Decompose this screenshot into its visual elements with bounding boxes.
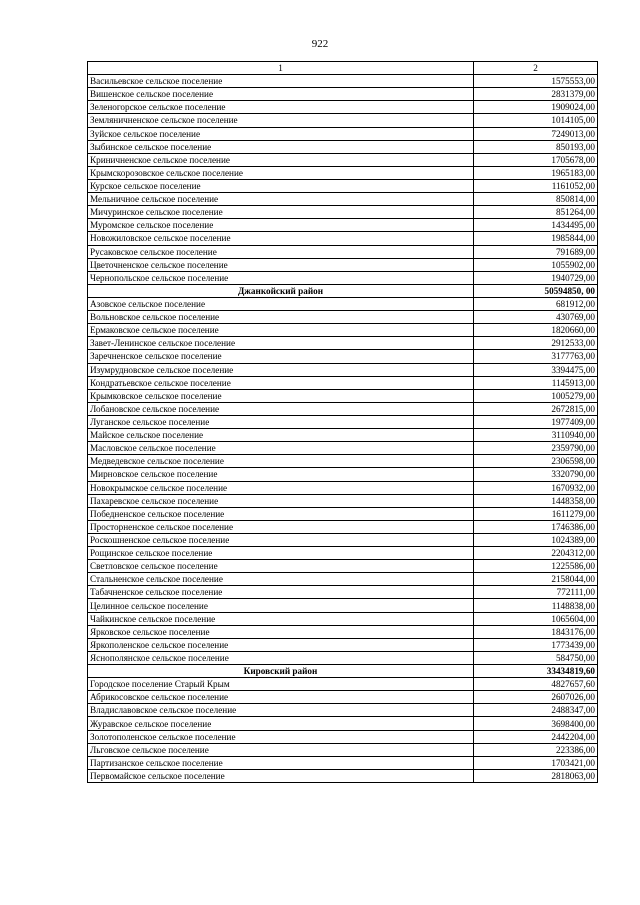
table-row — [88, 127, 598, 140]
table-row — [88, 297, 598, 310]
settlement-amount: 850193,00 — [474, 140, 598, 153]
table-row — [88, 507, 598, 520]
settlement-amount: 2607026,00 — [474, 691, 598, 704]
settlement-amount: 1705678,00 — [474, 153, 598, 166]
district-total-row — [88, 284, 598, 297]
settlement-amount: 2442204,00 — [474, 730, 598, 743]
table-row — [88, 533, 598, 546]
settlement-name: Абрикосовское сельское поселение — [88, 691, 474, 704]
settlement-name: Крымковское сельское поселение — [88, 389, 474, 402]
table-row — [88, 494, 598, 507]
column-header-1: 1 — [88, 62, 474, 75]
page-number: 922 — [311, 38, 329, 50]
table-row — [88, 193, 598, 206]
district-name: Кировский район — [88, 665, 474, 678]
settlement-amount: 1965183,00 — [474, 166, 598, 179]
settlement-amount: 2672815,00 — [474, 402, 598, 415]
settlement-amount: 1985844,00 — [474, 232, 598, 245]
settlement-amount: 681912,00 — [474, 297, 598, 310]
table-row — [88, 219, 598, 232]
settlement-amount: 1773439,00 — [474, 638, 598, 651]
settlement-name: Изумрудновское сельское поселение — [88, 363, 474, 376]
settlement-name: Стальненское сельское поселение — [88, 573, 474, 586]
budget-allocation-table — [87, 61, 598, 783]
settlement-name: Целинное сельское поселение — [88, 599, 474, 612]
settlement-amount: 1055902,00 — [474, 258, 598, 271]
table-row — [88, 415, 598, 428]
settlement-amount: 1820660,00 — [474, 324, 598, 337]
settlement-amount: 1909024,00 — [474, 101, 598, 114]
settlement-amount: 1024389,00 — [474, 533, 598, 546]
settlement-name: Медведевское сельское поселение — [88, 455, 474, 468]
settlement-amount: 850814,00 — [474, 193, 598, 206]
table-row — [88, 402, 598, 415]
settlement-amount: 1225586,00 — [474, 560, 598, 573]
settlement-amount: 2912533,00 — [474, 337, 598, 350]
table-row — [88, 114, 598, 127]
settlement-amount: 430769,00 — [474, 311, 598, 324]
settlement-name: Ярковское сельское поселение — [88, 625, 474, 638]
table-row — [88, 88, 598, 101]
table-row — [88, 245, 598, 258]
settlement-name: Мирновское сельское поселение — [88, 468, 474, 481]
settlement-name: Цветочненское сельское поселение — [88, 258, 474, 271]
table-row — [88, 140, 598, 153]
table-row — [88, 337, 598, 350]
settlement-amount: 2204312,00 — [474, 547, 598, 560]
settlement-name: Чернопольское сельское поселение — [88, 271, 474, 284]
table-row — [88, 730, 598, 743]
settlement-name: Масловское сельское поселение — [88, 442, 474, 455]
table-row — [88, 547, 598, 560]
settlement-name: Русаковское сельское поселение — [88, 245, 474, 258]
settlement-amount: 7249013,00 — [474, 127, 598, 140]
settlement-amount: 3110940,00 — [474, 429, 598, 442]
settlement-amount: 772111,00 — [474, 586, 598, 599]
settlement-amount: 1065604,00 — [474, 612, 598, 625]
table-row — [88, 520, 598, 533]
settlement-name: Пахаревское сельское поселение — [88, 494, 474, 507]
table-row — [88, 612, 598, 625]
settlement-amount: 3698400,00 — [474, 717, 598, 730]
table-row — [88, 429, 598, 442]
settlement-amount: 2306598,00 — [474, 455, 598, 468]
table-row — [88, 651, 598, 664]
settlement-name: Ермаковское сельское поселение — [88, 324, 474, 337]
settlement-name: Земляничненское сельское поселение — [88, 114, 474, 127]
table-row — [88, 75, 598, 88]
settlement-amount: 584750,00 — [474, 651, 598, 664]
table-row — [88, 481, 598, 494]
settlement-amount: 851264,00 — [474, 206, 598, 219]
table-row — [88, 101, 598, 114]
settlement-name: Мельничное сельское поселение — [88, 193, 474, 206]
settlement-amount: 3320790,00 — [474, 468, 598, 481]
settlement-name: Городское поселение Старый Крым — [88, 678, 474, 691]
table-row — [88, 442, 598, 455]
table-row — [88, 232, 598, 245]
table-row — [88, 756, 598, 769]
settlement-name: Журавское сельское поселение — [88, 717, 474, 730]
table-row — [88, 769, 598, 782]
table-row — [88, 743, 598, 756]
settlement-name: Азовское сельское поселение — [88, 297, 474, 310]
settlement-name: Золотополенское сельское поселение — [88, 730, 474, 743]
settlement-name: Партизанское сельское поселение — [88, 756, 474, 769]
settlement-amount: 2158044,00 — [474, 573, 598, 586]
settlement-name: Зуйское сельское поселение — [88, 127, 474, 140]
table-row — [88, 691, 598, 704]
settlement-amount: 1161052,00 — [474, 179, 598, 192]
settlement-name: Чайкинское сельское поселение — [88, 612, 474, 625]
table-body — [88, 62, 598, 783]
settlement-name: Табачненское сельское поселение — [88, 586, 474, 599]
settlement-name: Владиславовское сельское поселение — [88, 704, 474, 717]
settlement-name: Заречненское сельское поселение — [88, 350, 474, 363]
table-row — [88, 638, 598, 651]
table-header-row — [88, 62, 598, 75]
table-row — [88, 311, 598, 324]
settlement-amount: 3177763,00 — [474, 350, 598, 363]
settlement-name: Муромское сельское поселение — [88, 219, 474, 232]
district-total-amount: 33434819,60 — [474, 665, 598, 678]
settlement-name: Кондратьевское сельское поселение — [88, 376, 474, 389]
table-row — [88, 717, 598, 730]
settlement-amount: 2359790,00 — [474, 442, 598, 455]
settlement-amount: 1448358,00 — [474, 494, 598, 507]
settlement-amount: 1670932,00 — [474, 481, 598, 494]
settlement-name: Зеленогорское сельское поселение — [88, 101, 474, 114]
settlement-name: Рощинское сельское поселение — [88, 547, 474, 560]
settlement-amount: 1434495,00 — [474, 219, 598, 232]
settlement-amount: 3394475,00 — [474, 363, 598, 376]
table-row — [88, 573, 598, 586]
settlement-name: Светловское сельское поселение — [88, 560, 474, 573]
settlement-amount: 1145913,00 — [474, 376, 598, 389]
settlement-name: Лобановское сельское поселение — [88, 402, 474, 415]
table-row — [88, 271, 598, 284]
table-row — [88, 206, 598, 219]
district-total-row — [88, 665, 598, 678]
settlement-amount: 1005279,00 — [474, 389, 598, 402]
settlement-amount: 1977409,00 — [474, 415, 598, 428]
settlement-name: Роскошненское сельское поселение — [88, 533, 474, 546]
settlement-name: Луганское сельское поселение — [88, 415, 474, 428]
settlement-name: Крымскорозовское сельское поселение — [88, 166, 474, 179]
table-row — [88, 389, 598, 402]
settlement-name: Яснополянское сельское поселение — [88, 651, 474, 664]
settlement-name: Льговское сельское поселение — [88, 743, 474, 756]
settlement-amount: 1843176,00 — [474, 625, 598, 638]
settlement-name: Вольновское сельское поселение — [88, 311, 474, 324]
table-row — [88, 455, 598, 468]
settlement-name: Мичуринское сельское поселение — [88, 206, 474, 219]
column-header-2: 2 — [474, 62, 598, 75]
table-row — [88, 468, 598, 481]
table-row — [88, 625, 598, 638]
settlement-amount: 1148838,00 — [474, 599, 598, 612]
settlement-amount: 1611279,00 — [474, 507, 598, 520]
settlement-name: Вишенское сельское поселение — [88, 88, 474, 101]
table-row — [88, 704, 598, 717]
district-total-amount: 50594850, 00 — [474, 284, 598, 297]
district-name: Джанкойский район — [88, 284, 474, 297]
settlement-amount: 2818063,00 — [474, 769, 598, 782]
settlement-name: Курское сельское поселение — [88, 179, 474, 192]
table-row — [88, 166, 598, 179]
table-row — [88, 599, 598, 612]
table-row — [88, 179, 598, 192]
table-row — [88, 324, 598, 337]
settlement-name: Завет-Ленинское сельское поселение — [88, 337, 474, 350]
settlement-name: Первомайское сельское поселение — [88, 769, 474, 782]
table-row — [88, 678, 598, 691]
table-row — [88, 363, 598, 376]
settlement-amount: 2488347,00 — [474, 704, 598, 717]
table-row — [88, 153, 598, 166]
settlement-name: Новокрымское сельское поселение — [88, 481, 474, 494]
settlement-amount: 791689,00 — [474, 245, 598, 258]
settlement-name: Майское сельское поселение — [88, 429, 474, 442]
table-row — [88, 376, 598, 389]
settlement-name: Васильевское сельское поселение — [88, 75, 474, 88]
settlement-name: Новожиловское сельское поселение — [88, 232, 474, 245]
settlement-name: Яркополенское сельское поселение — [88, 638, 474, 651]
settlement-amount: 2831379,00 — [474, 88, 598, 101]
table-row — [88, 350, 598, 363]
settlement-amount: 1575553,00 — [474, 75, 598, 88]
settlement-name: Криничненское сельское поселение — [88, 153, 474, 166]
table-row — [88, 560, 598, 573]
settlement-amount: 1940729,00 — [474, 271, 598, 284]
settlement-amount: 1703421,00 — [474, 756, 598, 769]
settlement-amount: 1746386,00 — [474, 520, 598, 533]
settlement-name: Победненское сельское поселение — [88, 507, 474, 520]
settlement-name: Зыбинское сельское поселение — [88, 140, 474, 153]
table-row — [88, 586, 598, 599]
table-row — [88, 258, 598, 271]
settlement-name: Просторненское сельское поселение — [88, 520, 474, 533]
settlement-amount: 4827657,60 — [474, 678, 598, 691]
settlement-amount: 223386,00 — [474, 743, 598, 756]
settlement-amount: 1014105,00 — [474, 114, 598, 127]
